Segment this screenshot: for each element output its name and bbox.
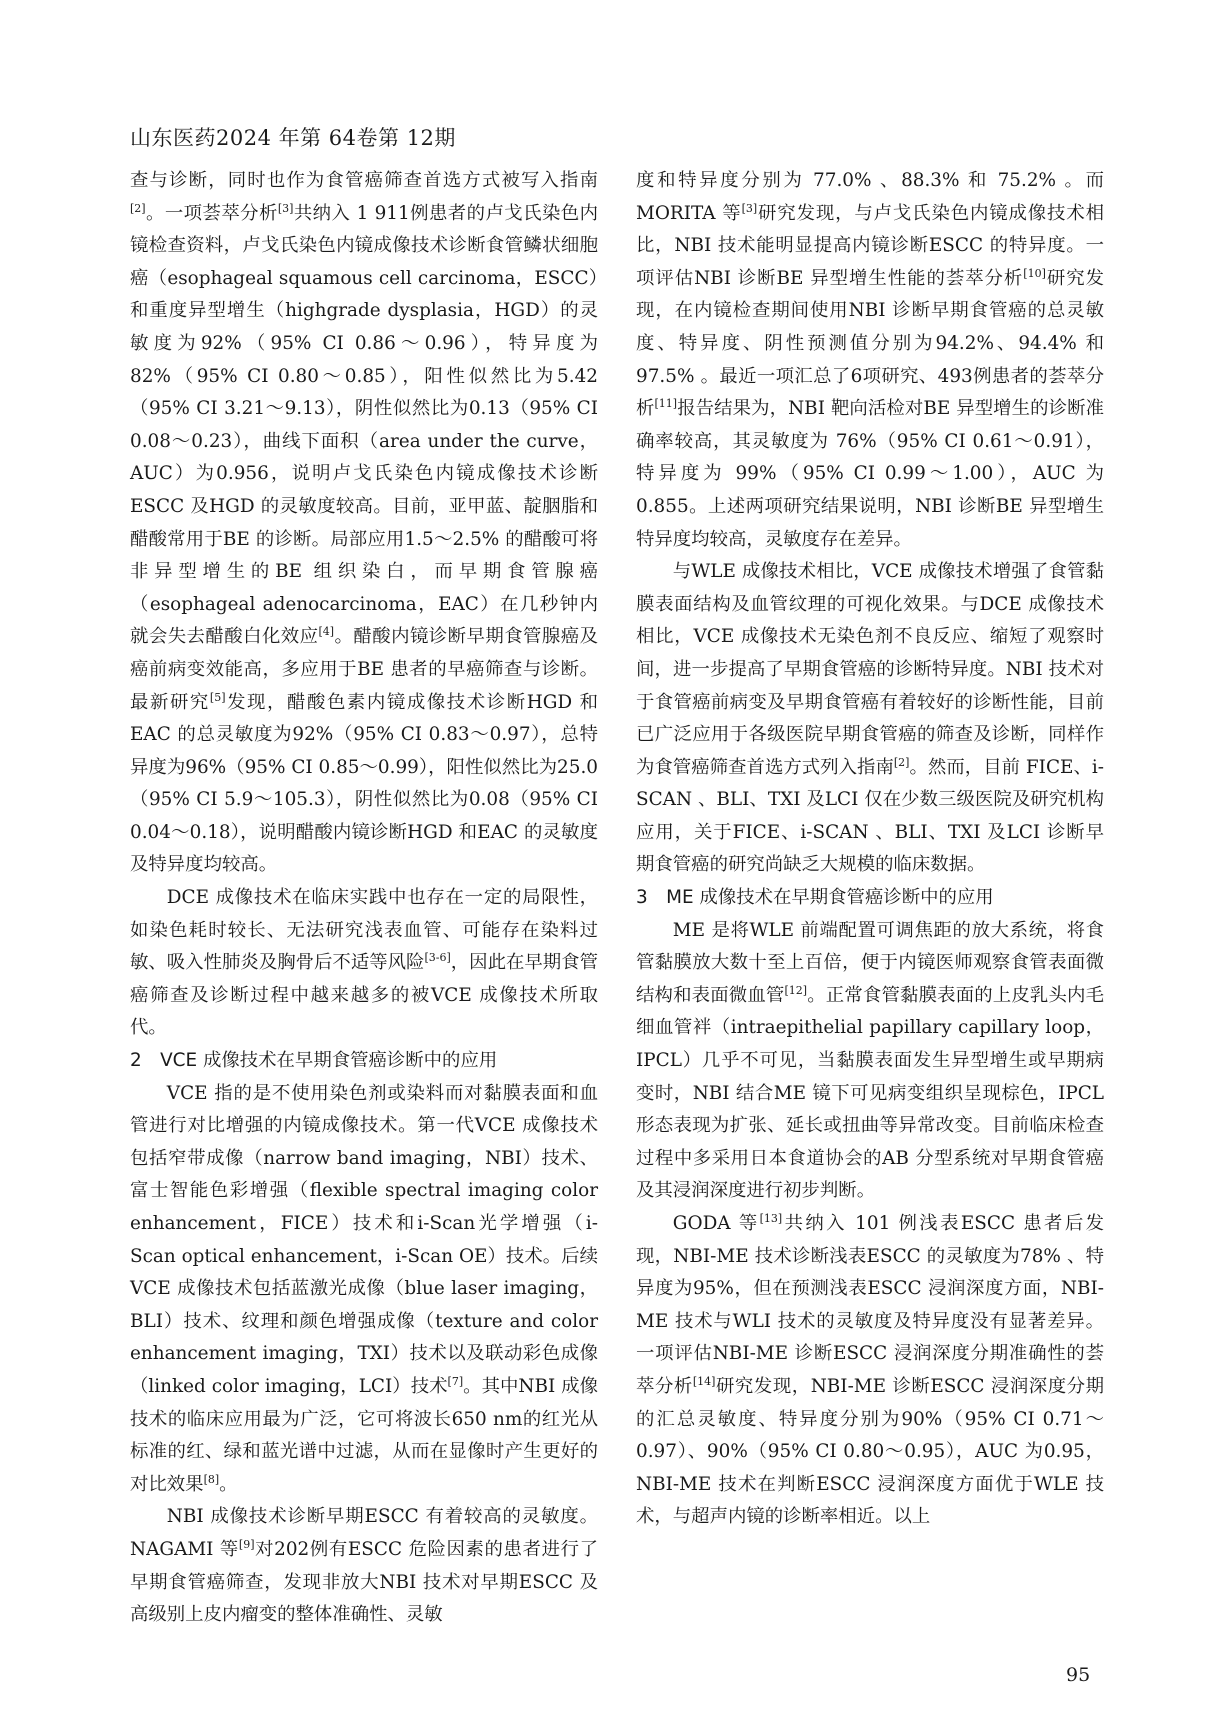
paragraph: 查与诊断，同时也作为食管癌筛查首选方式被写入指南[2]。一项荟萃分析[3]共纳入 1 911例患者的卢戈氏染色内镜检查资料，卢戈氏染色内镜成像技术诊断食管鳞状细胞癌（esophageal squamous cell carcinoma，ESCC）和重度异型增生（highgrade dysplasia，HGD）的灵敏度为92%（95% CI 0.86～0.96），特异度为82%（95% CI 0.80～0.85），阳性似然比为5.42（95% CI 3.21～9.13），阴性似然比为0.13（95% CI 0.08～0.23），曲线下面积（area under the curve，AUC）为0.956，说明卢戈氏染色内镜成像技术诊断ESCC 及HGD 的灵敏度较高。目前，亚甲蓝、靛胭脂和醋酸常用于BE 的诊断。局部应用1.5～2.5% 的醋酸可将非异型增生的BE 组织染白，而早期食管腺癌（esophageal adenocarcinoma，EAC）在几秒钟内就会失去醋酸白化效应[4]。醋酸内镜诊断早期食管腺癌及癌前病变效能高，多应用于BE 患者的早癌筛查与诊断。最新研究[5]发现，醋酸色素内镜成像技术诊断HGD 和EAC 的总灵敏度为92%（95% CI 0.83～0.97），总特异度为96%（95% CI 0.85～0.99），阳性似然比为25.0（95% CI 5.9～105.3），阴性似然比为0.08（95% CI 0.04～0.18），说明醋酸内镜诊断HGD 和EAC 的灵敏度及特异度均较高。 <box>130 170 598 876</box>
citation: [5] <box>209 690 226 704</box>
paragraph: 与WLE 成像技术相比，VCE 成像技术增强了食管黏膜表面结构及血管纹理的可视化效果。与DCE 成像技术相比，VCE 成像技术无染色剂不良反应、缩短了观察时间，进一步提高了早期食管癌的诊断特异度。NBI 技术对于食管癌前病变及早期食管癌有着较好的诊断性能，目前已广泛应用于各级医院早期食管癌的筛查及诊断，同样作为食管癌筛查首选方式列入指南[2]。然而，目前 FICE、i-SCAN 、BLI、TXI 及LCI 仅在少数三级医院及研究机构应用，关于FICE、i-SCAN 、BLI、TXI 及LCI 诊断早期食管癌的研究尚缺乏大规模的临床数据。 <box>636 561 1104 876</box>
citation: [3] <box>741 201 758 215</box>
paragraph: DCE 成像技术在临床实践中也存在一定的局限性，如染色耗时较长、无法研究浅表血管、可能存在染料过敏、吸入性肺炎及胸骨后不适等风险[3-6]，因此在早期食管癌筛查及诊断过程中越来越多的被VCE 成像技术所取代。 <box>130 887 598 1039</box>
paragraph: ME 是将WLE 前端配置可调焦距的放大系统，将食管黏膜放大数十至上百倍，便于内镜医师观察食管表面微结构和表面微血管[12]。正常食管黏膜表面的上皮乳头内毛细血管袢（intraepithelial papillary capillary loop，IPCL）几乎不可见，当黏膜表面发生异型增生或早期病变时，NBI 结合ME 镜下可见病变组织呈现棕色，IPCL 形态表现为扩张、延长或扭曲等异常改变。目前临床检查过程中多采用日本食道协会的AB 分型系统对早期食管癌及其浸润深度进行初步判断。 <box>636 919 1104 1202</box>
paragraph: 度和特异度分别为 77.0% 、88.3% 和 75.2% 。而MORITA 等[3]研究发现，与卢戈氏染色内镜成像技术相比，NBI 技术能明显提高内镜诊断ESCC 的特异度。一项评估NBI 诊断BE 异型增生性能的荟萃分析[10]研究发现，在内镜检查期间使用NBI 诊断早期食管癌的总灵敏度、特异度、阴性预测值分别为94.2%、94.4% 和97.5% 。最近一项汇总了6项研究、493例患者的荟萃分析[11]报告结果为，NBI 靶向活检对BE 异型增生的诊断准确率较高，其灵敏度为 76%（95% CI 0.61～0.91），特异度为 99%（95% CI 0.99～1.00），AUC 为0.855。上述两项研究结果说明，NBI 诊断BE 异型增生特异度均较高，灵敏度存在差异。 <box>636 170 1104 550</box>
citation: [8] <box>203 1472 220 1486</box>
paragraph: NBI 成像技术诊断早期ESCC 有着较高的灵敏度。NAGAMI 等[9]对202例有ESCC 危险因素的患者进行了早期食管癌筛查，发现非放大NBI 技术对早期ESCC 及高级别上皮内瘤变的整体准确性、灵敏 <box>130 1506 598 1626</box>
right-column <box>636 165 1104 1534</box>
citation: [2] <box>130 201 146 215</box>
citation: [4] <box>318 625 335 639</box>
citation: [7] <box>447 1374 464 1388</box>
citation: [14] <box>692 1374 716 1388</box>
paragraph: VCE 指的是不使用染色剂或染料而对黏膜表面和血管进行对比增强的内镜成像技术。第一代VCE 成像技术包括窄带成像（narrow band imaging，NBI）技术、富士智能色彩增强（flexible spectral imaging color enhancement，FICE）技术和i-Scan光学增强（i-Scan optical enhancement，i-Scan OE）技术。后续VCE 成像技术包括蓝激光成像（blue laser imaging，BLI）技术、纹理和颜色增强成像（texture and color enhancement imaging，TXI）技术以及联动彩色成像（linked color imaging，LCI）技术[7]。其中NBI 成像技术的临床应用最为广泛，它可将波长650 nm的红光从标准的红、绿和蓝光谱中过滤，从而在显像时产生更好的对比效果[8]。 <box>130 1082 598 1495</box>
citation: [12] <box>784 983 808 997</box>
citation: [2] <box>893 755 910 769</box>
paragraph: GODA 等[13]共纳入 101 例浅表ESCC 患者后发现，NBI-ME 技术诊断浅表ESCC 的灵敏度为78% 、特异度为95%，但在预测浅表ESCC 浸润深度方面，NBI-ME 技术与WLI 技术的灵敏度及特异度没有显著差异。一项评估NBI-ME 诊断ESCC 浸润深度分期准确性的荟萃分析[14]研究发现，NBI-ME 诊断ESCC 浸润深度分期的汇总灵敏度、特异度分别为90%（95% CI 0.71～0.97）、90%（95% CI 0.80～0.95），AUC 为0.95，NBI-ME 技术在判断ESCC 浸润深度方面优于WLE 技术，与超声内镜的诊断率相近。以上 <box>636 1211 1104 1528</box>
citation: [3] <box>277 201 294 215</box>
section-heading: 2 VCE 成像技术在早期食管癌诊断中的应用 <box>130 1050 498 1072</box>
citation: [9] <box>238 1537 255 1551</box>
section-heading: 3 ME 成像技术在早期食管癌诊断中的应用 <box>636 887 994 909</box>
citation: [10] <box>1023 266 1046 280</box>
citation: [13] <box>759 1211 783 1225</box>
page-number: 95 <box>1066 1664 1091 1686</box>
citation: [3-6] <box>424 951 451 965</box>
left-column <box>130 165 598 1632</box>
running-header: 山东医药2024 年第 64卷第 12期 <box>130 126 456 150</box>
citation: [11] <box>654 397 678 411</box>
